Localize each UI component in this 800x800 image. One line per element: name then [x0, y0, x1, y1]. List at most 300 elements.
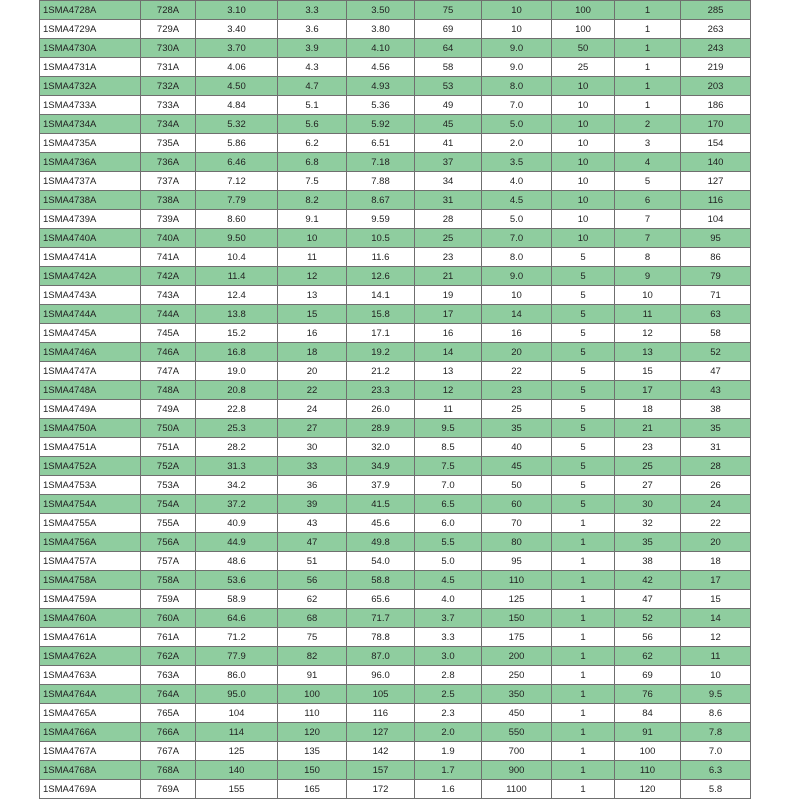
cell-zzt: 175 — [482, 628, 552, 647]
cell-izt: 1.7 — [415, 761, 482, 780]
cell-izt: 2.5 — [415, 685, 482, 704]
cell-vr: 27 — [615, 476, 681, 495]
cell-marking-code: 735A — [141, 134, 196, 153]
cell-marking-code: 737A — [141, 172, 196, 191]
cell-marking-code: 754A — [141, 495, 196, 514]
cell-marking-code: 766A — [141, 723, 196, 742]
table-row — [40, 666, 751, 685]
cell-part-number: 1SMA4756A — [40, 533, 141, 552]
cell-vz-min: 22.8 — [196, 400, 278, 419]
cell-zzt: 10 — [482, 1, 552, 20]
cell-izt: 6.5 — [415, 495, 482, 514]
table-row — [40, 419, 751, 438]
cell-vz-nom: 15 — [278, 305, 347, 324]
table-row — [40, 495, 751, 514]
cell-izm: 35 — [681, 419, 751, 438]
cell-vr: 15 — [615, 362, 681, 381]
cell-vz-min: 25.3 — [196, 419, 278, 438]
table-row — [40, 115, 751, 134]
cell-part-number: 1SMA4763A — [40, 666, 141, 685]
cell-izm: 14 — [681, 609, 751, 628]
cell-vz-max: 157 — [347, 761, 415, 780]
table-row — [40, 210, 751, 229]
cell-marking-code: 761A — [141, 628, 196, 647]
table-row — [40, 343, 751, 362]
cell-part-number: 1SMA4730A — [40, 39, 141, 58]
table-body — [40, 1, 751, 799]
cell-vz-min: 104 — [196, 704, 278, 723]
cell-ir: 5 — [552, 457, 615, 476]
cell-part-number: 1SMA4769A — [40, 780, 141, 799]
cell-izt: 3.3 — [415, 628, 482, 647]
table-row — [40, 1, 751, 20]
cell-part-number: 1SMA4751A — [40, 438, 141, 457]
cell-vz-max: 54.0 — [347, 552, 415, 571]
cell-vr: 25 — [615, 457, 681, 476]
cell-marking-code: 732A — [141, 77, 196, 96]
cell-vz-min: 10.4 — [196, 248, 278, 267]
cell-vz-nom: 33 — [278, 457, 347, 476]
cell-ir: 10 — [552, 172, 615, 191]
cell-zzt: 9.0 — [482, 39, 552, 58]
cell-vz-nom: 36 — [278, 476, 347, 495]
cell-ir: 1 — [552, 742, 615, 761]
cell-ir: 5 — [552, 476, 615, 495]
cell-zzt: 8.0 — [482, 77, 552, 96]
cell-marking-code: 746A — [141, 343, 196, 362]
cell-vr: 52 — [615, 609, 681, 628]
cell-marking-code: 762A — [141, 647, 196, 666]
cell-vz-max: 19.2 — [347, 343, 415, 362]
cell-marking-code: 769A — [141, 780, 196, 799]
cell-ir: 1 — [552, 685, 615, 704]
cell-zzt: 22 — [482, 362, 552, 381]
cell-vz-max: 10.5 — [347, 229, 415, 248]
cell-izt: 7.0 — [415, 476, 482, 495]
cell-marking-code: 768A — [141, 761, 196, 780]
cell-part-number: 1SMA4753A — [40, 476, 141, 495]
cell-izm: 6.3 — [681, 761, 751, 780]
cell-vr: 7 — [615, 210, 681, 229]
cell-izm: 24 — [681, 495, 751, 514]
cell-vz-max: 21.2 — [347, 362, 415, 381]
cell-marking-code: 741A — [141, 248, 196, 267]
cell-part-number: 1SMA4737A — [40, 172, 141, 191]
cell-izm: 43 — [681, 381, 751, 400]
cell-ir: 5 — [552, 305, 615, 324]
cell-vz-nom: 120 — [278, 723, 347, 742]
table-row — [40, 362, 751, 381]
cell-vz-max: 17.1 — [347, 324, 415, 343]
cell-izt: 4.0 — [415, 590, 482, 609]
cell-part-number: 1SMA4729A — [40, 20, 141, 39]
table-row — [40, 134, 751, 153]
cell-vz-max: 28.9 — [347, 419, 415, 438]
cell-marking-code: 742A — [141, 267, 196, 286]
cell-izm: 116 — [681, 191, 751, 210]
cell-vz-max: 71.7 — [347, 609, 415, 628]
cell-marking-code: 743A — [141, 286, 196, 305]
cell-vz-max: 142 — [347, 742, 415, 761]
cell-izt: 34 — [415, 172, 482, 191]
cell-vz-min: 3.10 — [196, 1, 278, 20]
cell-izt: 19 — [415, 286, 482, 305]
cell-vz-min: 7.12 — [196, 172, 278, 191]
cell-izt: 5.0 — [415, 552, 482, 571]
cell-vz-max: 14.1 — [347, 286, 415, 305]
cell-vz-nom: 27 — [278, 419, 347, 438]
cell-part-number: 1SMA4752A — [40, 457, 141, 476]
cell-vz-nom: 10 — [278, 229, 347, 248]
cell-zzt: 7.0 — [482, 96, 552, 115]
cell-vz-min: 114 — [196, 723, 278, 742]
cell-zzt: 200 — [482, 647, 552, 666]
cell-vz-max: 41.5 — [347, 495, 415, 514]
table-row — [40, 267, 751, 286]
cell-part-number: 1SMA4738A — [40, 191, 141, 210]
cell-izm: 8.6 — [681, 704, 751, 723]
cell-zzt: 60 — [482, 495, 552, 514]
cell-marking-code: 760A — [141, 609, 196, 628]
cell-part-number: 1SMA4732A — [40, 77, 141, 96]
cell-vr: 30 — [615, 495, 681, 514]
cell-izm: 86 — [681, 248, 751, 267]
cell-vz-min: 12.4 — [196, 286, 278, 305]
cell-vz-max: 15.8 — [347, 305, 415, 324]
cell-vr: 1 — [615, 58, 681, 77]
cell-zzt: 14 — [482, 305, 552, 324]
cell-izm: 38 — [681, 400, 751, 419]
cell-vz-max: 65.6 — [347, 590, 415, 609]
cell-ir: 5 — [552, 286, 615, 305]
cell-izt: 69 — [415, 20, 482, 39]
table-row — [40, 96, 751, 115]
table-row — [40, 704, 751, 723]
cell-vr: 1 — [615, 39, 681, 58]
cell-izt: 3.0 — [415, 647, 482, 666]
cell-zzt: 23 — [482, 381, 552, 400]
cell-ir: 5 — [552, 381, 615, 400]
cell-izm: 20 — [681, 533, 751, 552]
cell-marking-code: 750A — [141, 419, 196, 438]
cell-part-number: 1SMA4739A — [40, 210, 141, 229]
cell-vz-max: 4.56 — [347, 58, 415, 77]
cell-izt: 45 — [415, 115, 482, 134]
table-row — [40, 248, 751, 267]
cell-vz-max: 5.92 — [347, 115, 415, 134]
cell-izm: 79 — [681, 267, 751, 286]
cell-zzt: 110 — [482, 571, 552, 590]
cell-zzt: 125 — [482, 590, 552, 609]
cell-izm: 186 — [681, 96, 751, 115]
cell-vz-min: 44.9 — [196, 533, 278, 552]
table-row — [40, 609, 751, 628]
cell-izt: 2.0 — [415, 723, 482, 742]
cell-vr: 11 — [615, 305, 681, 324]
cell-part-number: 1SMA4747A — [40, 362, 141, 381]
cell-vz-max: 127 — [347, 723, 415, 742]
cell-izm: 12 — [681, 628, 751, 647]
cell-vr: 84 — [615, 704, 681, 723]
cell-izt: 21 — [415, 267, 482, 286]
cell-vr: 6 — [615, 191, 681, 210]
cell-part-number: 1SMA4741A — [40, 248, 141, 267]
cell-izt: 28 — [415, 210, 482, 229]
cell-vr: 7 — [615, 229, 681, 248]
cell-vz-max: 4.93 — [347, 77, 415, 96]
cell-vr: 47 — [615, 590, 681, 609]
cell-vz-min: 48.6 — [196, 552, 278, 571]
cell-zzt: 450 — [482, 704, 552, 723]
cell-vz-max: 8.67 — [347, 191, 415, 210]
cell-ir: 1 — [552, 666, 615, 685]
cell-vz-min: 4.84 — [196, 96, 278, 115]
cell-vz-nom: 6.8 — [278, 153, 347, 172]
cell-vz-min: 37.2 — [196, 495, 278, 514]
cell-izm: 18 — [681, 552, 751, 571]
cell-ir: 1 — [552, 514, 615, 533]
cell-izm: 219 — [681, 58, 751, 77]
cell-marking-code: 734A — [141, 115, 196, 134]
cell-izm: 28 — [681, 457, 751, 476]
cell-zzt: 8.0 — [482, 248, 552, 267]
table-row — [40, 191, 751, 210]
cell-marking-code: 728A — [141, 1, 196, 20]
cell-marking-code: 729A — [141, 20, 196, 39]
cell-izm: 170 — [681, 115, 751, 134]
cell-izm: 71 — [681, 286, 751, 305]
cell-ir: 10 — [552, 77, 615, 96]
cell-part-number: 1SMA4748A — [40, 381, 141, 400]
cell-vz-min: 6.46 — [196, 153, 278, 172]
cell-vz-min: 34.2 — [196, 476, 278, 495]
table-row — [40, 305, 751, 324]
cell-part-number: 1SMA4768A — [40, 761, 141, 780]
cell-marking-code: 738A — [141, 191, 196, 210]
cell-vz-nom: 3.9 — [278, 39, 347, 58]
cell-vz-min: 20.8 — [196, 381, 278, 400]
cell-vz-min: 19.0 — [196, 362, 278, 381]
cell-izm: 285 — [681, 1, 751, 20]
cell-izt: 2.8 — [415, 666, 482, 685]
cell-izm: 15 — [681, 590, 751, 609]
cell-vz-nom: 24 — [278, 400, 347, 419]
cell-izm: 104 — [681, 210, 751, 229]
cell-izm: 52 — [681, 343, 751, 362]
cell-izm: 22 — [681, 514, 751, 533]
cell-vz-max: 49.8 — [347, 533, 415, 552]
table-row — [40, 400, 751, 419]
cell-marking-code: 752A — [141, 457, 196, 476]
table-row — [40, 780, 751, 799]
cell-ir: 1 — [552, 647, 615, 666]
cell-izm: 31 — [681, 438, 751, 457]
cell-part-number: 1SMA4749A — [40, 400, 141, 419]
cell-vz-min: 140 — [196, 761, 278, 780]
cell-ir: 1 — [552, 780, 615, 799]
cell-vz-nom: 9.1 — [278, 210, 347, 229]
cell-ir: 100 — [552, 1, 615, 20]
cell-vz-min: 53.6 — [196, 571, 278, 590]
cell-izm: 243 — [681, 39, 751, 58]
cell-ir: 10 — [552, 210, 615, 229]
cell-vz-max: 34.9 — [347, 457, 415, 476]
table-row — [40, 229, 751, 248]
cell-vr: 76 — [615, 685, 681, 704]
cell-vr: 56 — [615, 628, 681, 647]
cell-ir: 1 — [552, 590, 615, 609]
cell-zzt: 5.0 — [482, 115, 552, 134]
cell-vz-nom: 68 — [278, 609, 347, 628]
data-sheet-table — [39, 0, 750, 799]
cell-vz-nom: 16 — [278, 324, 347, 343]
cell-part-number: 1SMA4761A — [40, 628, 141, 647]
cell-izt: 1.6 — [415, 780, 482, 799]
table-row — [40, 514, 751, 533]
cell-part-number: 1SMA4731A — [40, 58, 141, 77]
cell-vz-nom: 47 — [278, 533, 347, 552]
cell-vz-nom: 56 — [278, 571, 347, 590]
cell-vz-min: 40.9 — [196, 514, 278, 533]
cell-izt: 12 — [415, 381, 482, 400]
cell-marking-code: 755A — [141, 514, 196, 533]
cell-marking-code: 758A — [141, 571, 196, 590]
cell-ir: 1 — [552, 571, 615, 590]
cell-ir: 50 — [552, 39, 615, 58]
cell-part-number: 1SMA4733A — [40, 96, 141, 115]
cell-izm: 47 — [681, 362, 751, 381]
cell-part-number: 1SMA4766A — [40, 723, 141, 742]
cell-zzt: 95 — [482, 552, 552, 571]
cell-marking-code: 751A — [141, 438, 196, 457]
cell-izt: 37 — [415, 153, 482, 172]
table-row — [40, 438, 751, 457]
cell-part-number: 1SMA4736A — [40, 153, 141, 172]
cell-zzt: 40 — [482, 438, 552, 457]
cell-part-number: 1SMA4743A — [40, 286, 141, 305]
cell-izt: 13 — [415, 362, 482, 381]
cell-ir: 1 — [552, 552, 615, 571]
cell-marking-code: 740A — [141, 229, 196, 248]
cell-ir: 25 — [552, 58, 615, 77]
cell-zzt: 20 — [482, 343, 552, 362]
cell-izt: 7.5 — [415, 457, 482, 476]
cell-vz-nom: 5.6 — [278, 115, 347, 134]
cell-vz-nom: 165 — [278, 780, 347, 799]
cell-marking-code: 736A — [141, 153, 196, 172]
cell-ir: 5 — [552, 495, 615, 514]
cell-marking-code: 733A — [141, 96, 196, 115]
cell-vz-min: 8.60 — [196, 210, 278, 229]
cell-zzt: 9.0 — [482, 267, 552, 286]
cell-izt: 11 — [415, 400, 482, 419]
cell-izt: 14 — [415, 343, 482, 362]
cell-vz-min: 11.4 — [196, 267, 278, 286]
cell-vz-max: 23.3 — [347, 381, 415, 400]
cell-vz-nom: 39 — [278, 495, 347, 514]
cell-vz-max: 26.0 — [347, 400, 415, 419]
cell-vz-max: 87.0 — [347, 647, 415, 666]
cell-vz-min: 95.0 — [196, 685, 278, 704]
cell-marking-code: 744A — [141, 305, 196, 324]
cell-izm: 95 — [681, 229, 751, 248]
cell-izm: 10 — [681, 666, 751, 685]
table-row — [40, 742, 751, 761]
cell-vz-max: 7.88 — [347, 172, 415, 191]
cell-part-number: 1SMA4767A — [40, 742, 141, 761]
cell-zzt: 3.5 — [482, 153, 552, 172]
cell-vz-nom: 62 — [278, 590, 347, 609]
table-row — [40, 172, 751, 191]
cell-vz-min: 77.9 — [196, 647, 278, 666]
cell-ir: 10 — [552, 229, 615, 248]
cell-izt: 64 — [415, 39, 482, 58]
cell-vz-min: 16.8 — [196, 343, 278, 362]
cell-vz-nom: 43 — [278, 514, 347, 533]
cell-izm: 263 — [681, 20, 751, 39]
cell-marking-code: 753A — [141, 476, 196, 495]
cell-vr: 1 — [615, 96, 681, 115]
cell-vz-nom: 20 — [278, 362, 347, 381]
cell-zzt: 900 — [482, 761, 552, 780]
cell-vz-min: 31.3 — [196, 457, 278, 476]
cell-vz-min: 64.6 — [196, 609, 278, 628]
cell-vz-min: 125 — [196, 742, 278, 761]
cell-part-number: 1SMA4745A — [40, 324, 141, 343]
cell-vz-nom: 5.1 — [278, 96, 347, 115]
cell-part-number: 1SMA4740A — [40, 229, 141, 248]
cell-vr: 100 — [615, 742, 681, 761]
cell-ir: 100 — [552, 20, 615, 39]
cell-vz-max: 5.36 — [347, 96, 415, 115]
cell-part-number: 1SMA4755A — [40, 514, 141, 533]
cell-vz-max: 6.51 — [347, 134, 415, 153]
cell-izm: 154 — [681, 134, 751, 153]
cell-vz-min: 7.79 — [196, 191, 278, 210]
cell-zzt: 10 — [482, 20, 552, 39]
table-row — [40, 39, 751, 58]
cell-izm: 5.8 — [681, 780, 751, 799]
cell-izt: 16 — [415, 324, 482, 343]
cell-vr: 13 — [615, 343, 681, 362]
cell-vz-min: 15.2 — [196, 324, 278, 343]
cell-zzt: 4.5 — [482, 191, 552, 210]
cell-vz-nom: 51 — [278, 552, 347, 571]
cell-vz-min: 3.70 — [196, 39, 278, 58]
cell-izm: 127 — [681, 172, 751, 191]
cell-vz-min: 13.8 — [196, 305, 278, 324]
cell-vz-max: 105 — [347, 685, 415, 704]
cell-zzt: 700 — [482, 742, 552, 761]
cell-izt: 8.5 — [415, 438, 482, 457]
cell-part-number: 1SMA4765A — [40, 704, 141, 723]
cell-vz-nom: 18 — [278, 343, 347, 362]
cell-vz-nom: 82 — [278, 647, 347, 666]
cell-vr: 23 — [615, 438, 681, 457]
cell-vz-max: 4.10 — [347, 39, 415, 58]
cell-vr: 8 — [615, 248, 681, 267]
cell-ir: 5 — [552, 362, 615, 381]
cell-zzt: 150 — [482, 609, 552, 628]
cell-ir: 10 — [552, 115, 615, 134]
cell-ir: 10 — [552, 96, 615, 115]
table-row — [40, 723, 751, 742]
cell-zzt: 350 — [482, 685, 552, 704]
cell-ir: 10 — [552, 191, 615, 210]
cell-vz-nom: 110 — [278, 704, 347, 723]
cell-ir: 5 — [552, 419, 615, 438]
cell-vz-max: 12.6 — [347, 267, 415, 286]
